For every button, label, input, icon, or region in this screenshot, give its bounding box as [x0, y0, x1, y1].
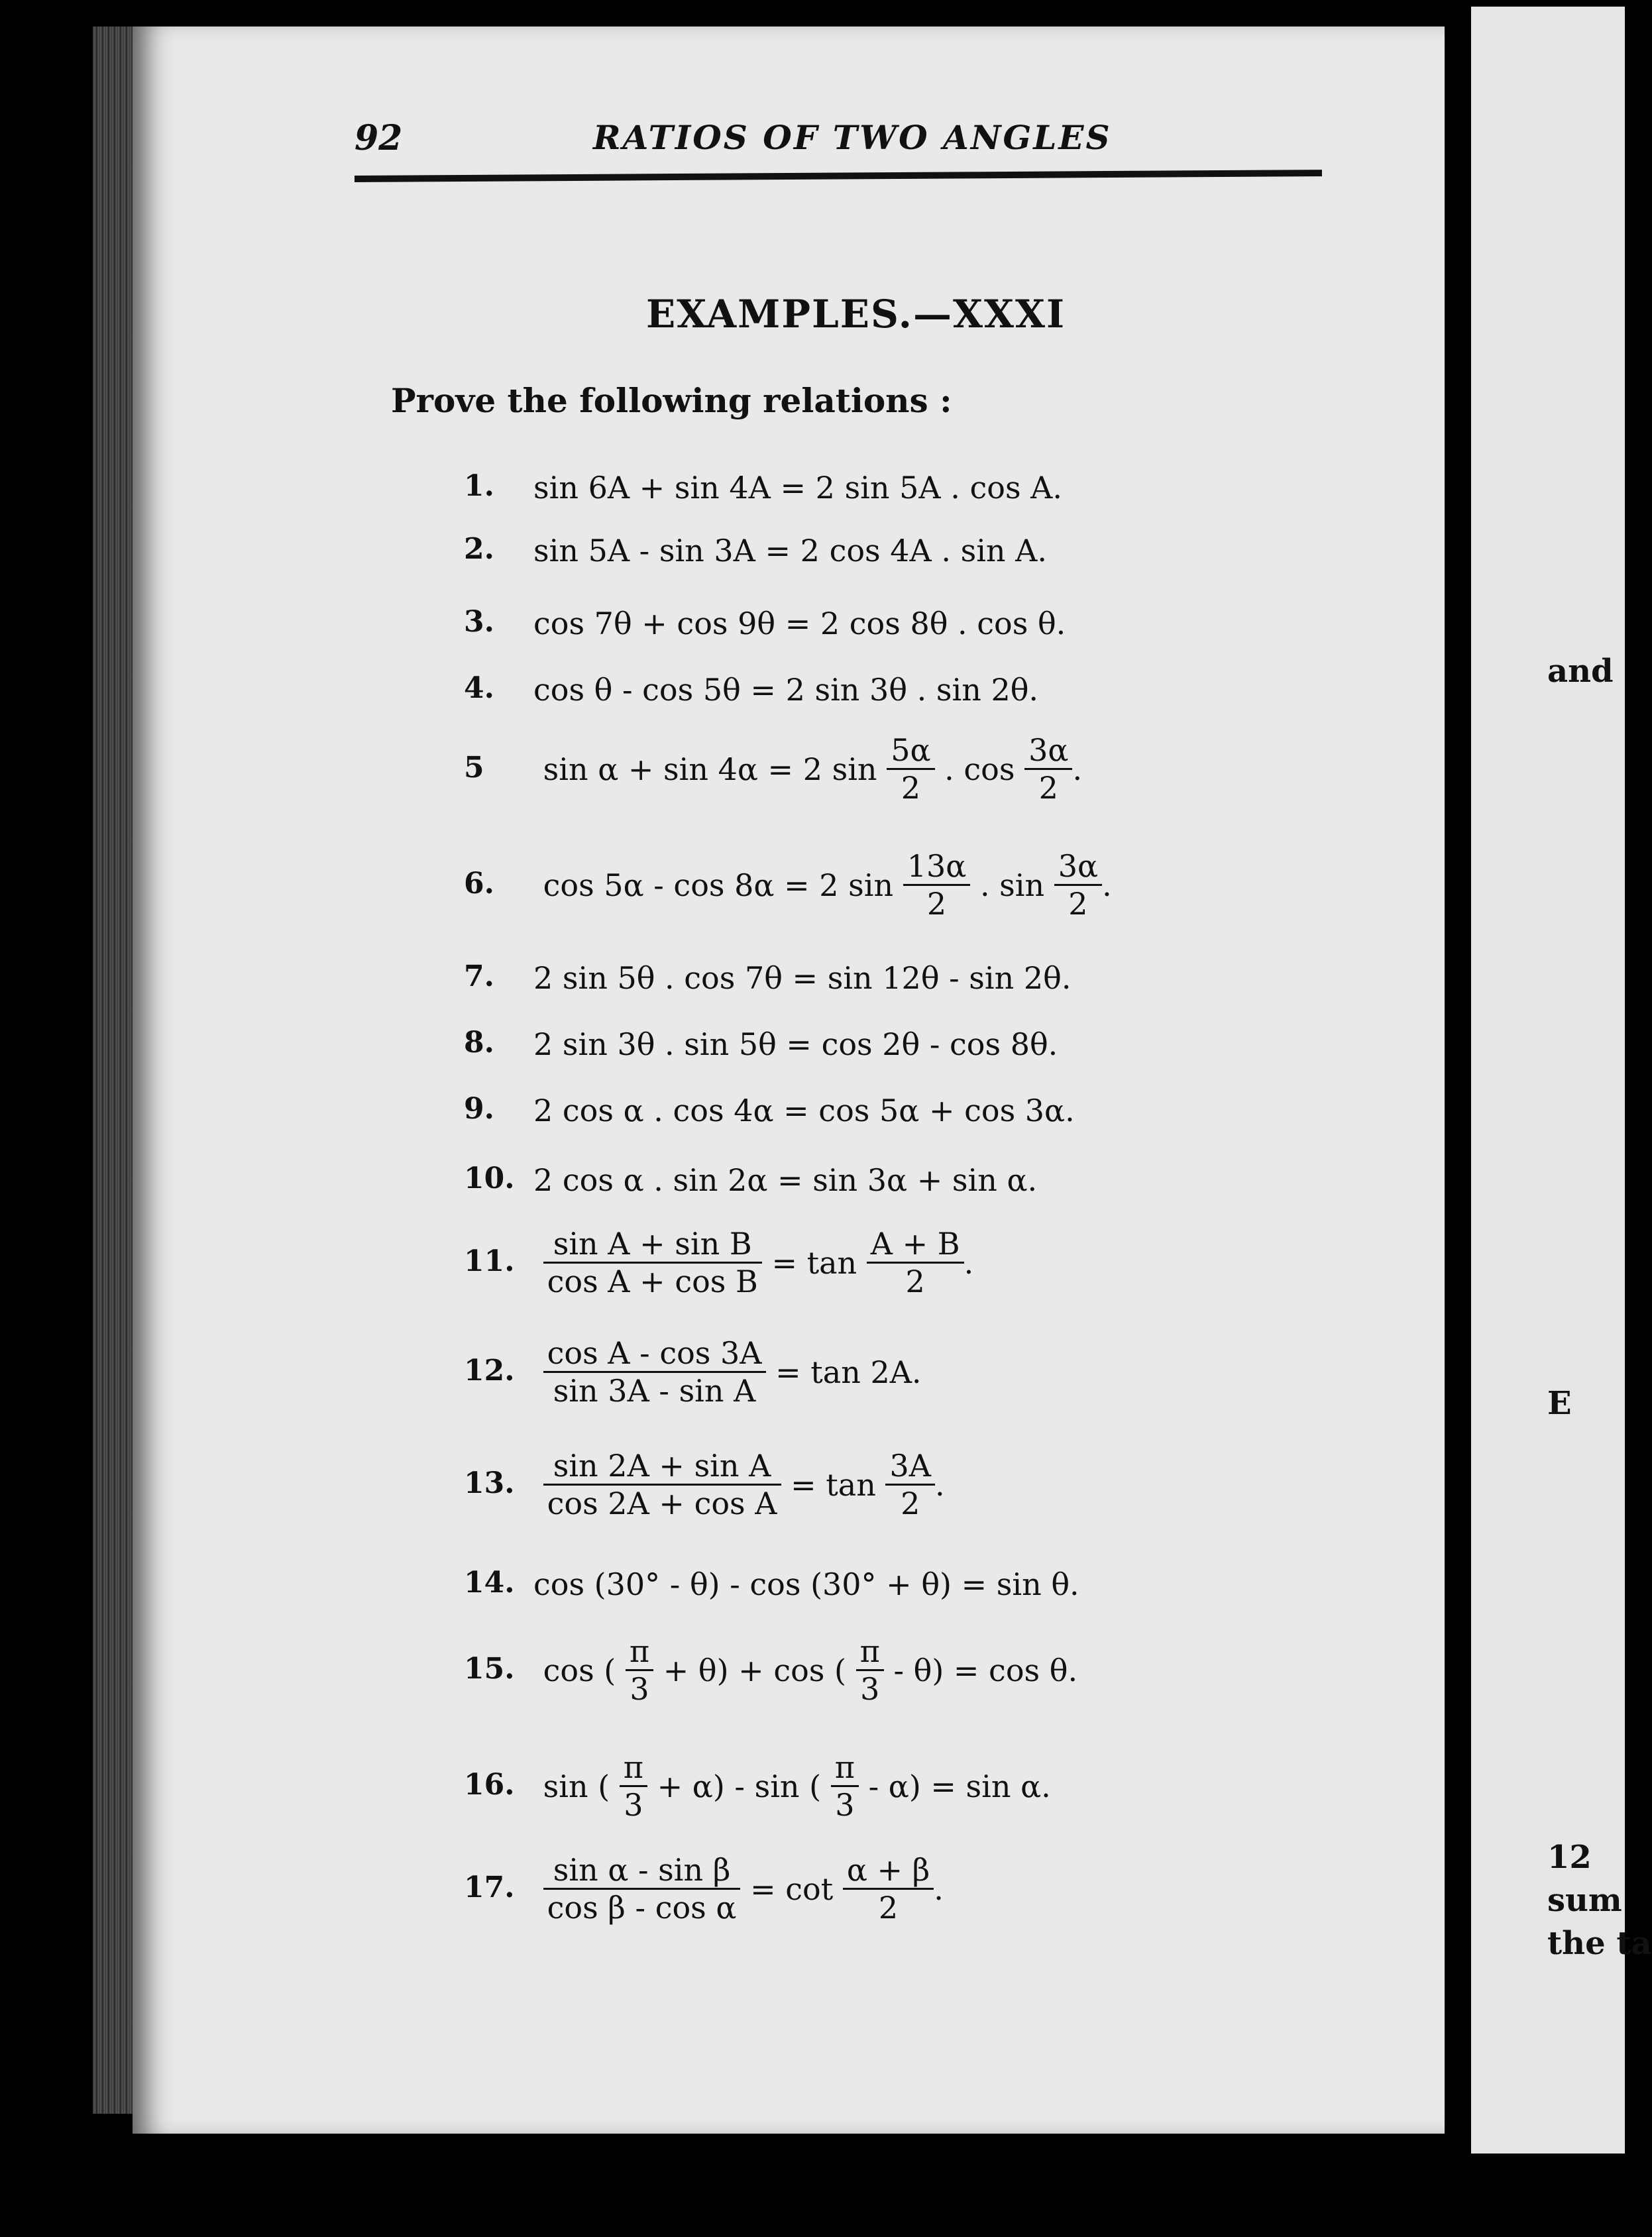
example-number: 9. [464, 1092, 494, 1126]
fraction [843, 1852, 934, 1926]
numerator: α + β [846, 1852, 930, 1888]
numerator: π [834, 1749, 855, 1785]
example-item [464, 1335, 922, 1409]
numerator: 3α [1028, 732, 1069, 768]
example-equation: 2 sin 3θ . sin 5θ = cos 2θ - cos 8θ. [533, 1026, 1058, 1062]
fraction [1054, 848, 1102, 922]
numerator: 3A [889, 1448, 931, 1484]
denominator: 3 [856, 1669, 884, 1707]
right-page-fragment: E [1547, 1385, 1572, 1422]
numerator: sin A + sin B [553, 1226, 752, 1262]
example-item [464, 957, 1071, 996]
running-title: RATIOS OF TWO ANGLES [593, 118, 1112, 157]
denominator: 2 [903, 884, 971, 922]
example-item [464, 1024, 1058, 1062]
example-item [464, 1749, 1051, 1823]
numerator: π [623, 1749, 643, 1785]
example-equation-part: - α) = sin α. [868, 1768, 1051, 1804]
example-equation-part: sin α + sin 4α = 2 sin [543, 751, 877, 787]
example-number: 11. [464, 1244, 515, 1278]
fraction [543, 1335, 766, 1409]
example-equation-part: = cot [750, 1871, 834, 1907]
example-number: 15. [464, 1651, 515, 1686]
example-equation-part: cos 5α - cos 8α = 2 sin [543, 867, 894, 903]
example-equation-part: + θ) + cos ( [663, 1652, 846, 1688]
numerator: π [629, 1633, 650, 1669]
example-item [464, 1633, 1077, 1707]
example-equation: cos 7θ + cos 9θ = 2 cos 8θ . cos θ. [533, 606, 1066, 641]
example-number: 5 [464, 750, 484, 785]
example-item [464, 1564, 1079, 1602]
example-item [464, 1448, 945, 1521]
example-equation: sin 6A + sin 4A = 2 sin 5A . cos A. [533, 470, 1063, 506]
example-equation-part: . [934, 1466, 945, 1503]
fraction [867, 1226, 964, 1299]
example-equation: 2 cos α . cos 4α = cos 5α + cos 3α. [533, 1093, 1075, 1128]
denominator: 3 [626, 1669, 653, 1707]
example-equation: cos θ - cos 5θ = 2 sin 3θ . sin 2θ. [533, 672, 1039, 708]
example-equation-part: . cos [944, 751, 1015, 787]
example-item [464, 603, 1066, 641]
example-item [464, 1226, 973, 1299]
denominator: 2 [843, 1888, 934, 1926]
denominator: 3 [831, 1785, 859, 1823]
denominator: 2 [1024, 768, 1072, 806]
example-number: 1. [464, 469, 494, 503]
example-number: 14. [464, 1566, 515, 1600]
fraction [620, 1749, 647, 1823]
example-equation-part: . [1102, 867, 1112, 903]
example-equation-part: . [964, 1244, 974, 1281]
example-item [464, 732, 1082, 806]
fraction [543, 1226, 762, 1299]
example-item [464, 669, 1038, 708]
denominator: sin 3A - sin A [543, 1371, 766, 1409]
example-number: 12. [464, 1353, 515, 1388]
numerator: cos A - cos 3A [547, 1335, 762, 1371]
fraction [626, 1633, 653, 1707]
example-equation-part: = tan [791, 1466, 876, 1503]
example-item [464, 530, 1047, 569]
page-number: 92 [355, 118, 403, 158]
denominator: cos 2A + cos A [543, 1484, 781, 1521]
example-number: 13. [464, 1466, 515, 1500]
right-page [1471, 7, 1625, 2154]
fraction [831, 1749, 859, 1823]
example-number: 17. [464, 1870, 515, 1904]
right-page-fragment: 12 [1547, 1839, 1592, 1876]
example-equation-part: . [934, 1871, 944, 1907]
numerator: A + B [870, 1226, 960, 1262]
fraction [887, 732, 934, 806]
page-header [355, 118, 1322, 178]
fraction [543, 1448, 781, 1521]
right-page-fragment: the ta [1547, 1925, 1652, 1962]
example-equation-part: - θ) = cos θ. [893, 1652, 1078, 1688]
denominator: 2 [1054, 884, 1102, 922]
intro-text: Prove the following relations : [391, 381, 952, 420]
example-item [464, 1160, 1037, 1198]
example-equation-part: cos ( [543, 1652, 616, 1688]
fraction [1024, 732, 1072, 806]
example-item [464, 467, 1062, 506]
example-number: 8. [464, 1026, 494, 1060]
right-page-fragment: sum [1547, 1882, 1622, 1919]
denominator: 2 [885, 1484, 935, 1521]
example-number: 10. [464, 1162, 515, 1195]
example-equation-part: = tan [771, 1244, 857, 1281]
denominator: 3 [620, 1785, 647, 1823]
fraction [543, 1852, 741, 1926]
denominator: cos β - cos α [543, 1888, 741, 1926]
example-equation-part: + α) - sin ( [657, 1768, 822, 1804]
example-number: 3. [464, 605, 494, 639]
numerator: 5α [891, 732, 931, 768]
fraction [903, 848, 971, 922]
section-title: EXAMPLES.—XXXI [646, 292, 1066, 337]
example-equation-part: = tan 2A. [775, 1354, 922, 1390]
denominator: 2 [887, 768, 934, 806]
example-equation-part: . [1072, 751, 1083, 787]
example-item [464, 848, 1112, 922]
example-number: 2. [464, 532, 494, 566]
example-number: 7. [464, 959, 494, 993]
denominator: 2 [867, 1262, 964, 1299]
example-equation-part: sin ( [543, 1768, 610, 1804]
numerator: sin 2A + sin A [553, 1448, 771, 1484]
numerator: π [859, 1633, 880, 1669]
right-page-fragment: and [1547, 653, 1614, 690]
fraction [856, 1633, 884, 1707]
fraction [885, 1448, 935, 1521]
example-equation-part: . sin [979, 867, 1045, 903]
numerator: 13α [907, 848, 967, 884]
example-equation: cos (30° - θ) - cos (30° + θ) = sin θ. [533, 1566, 1079, 1602]
denominator: cos A + cos B [543, 1262, 762, 1299]
example-number: 16. [464, 1767, 515, 1802]
example-item [464, 1852, 944, 1926]
numerator: sin α - sin β [553, 1852, 731, 1888]
example-number: 4. [464, 671, 494, 705]
example-equation: 2 sin 5θ . cos 7θ = sin 12θ - sin 2θ. [533, 960, 1072, 996]
example-item [464, 1090, 1075, 1128]
numerator: 3α [1058, 848, 1099, 884]
example-equation: 2 cos α . sin 2α = sin 3α + sin α. [533, 1162, 1038, 1198]
example-equation: sin 5A - sin 3A = 2 cos 4A . sin A. [533, 533, 1048, 569]
example-number: 6. [464, 866, 494, 900]
